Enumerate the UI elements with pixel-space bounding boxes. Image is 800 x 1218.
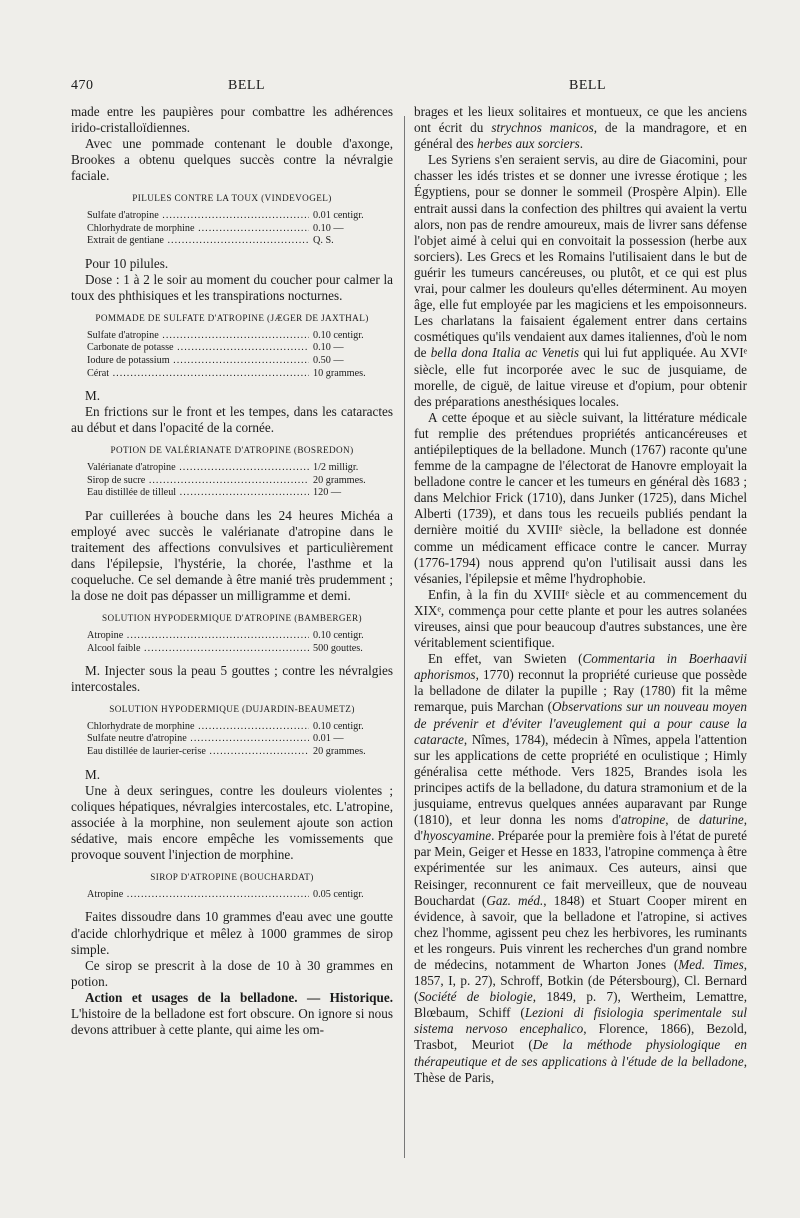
ingredient: Carbonate de potasse .....	[87, 342, 309, 355]
text: , 1849, p. 7), Wertheim, Lemattre, Blœbaum, Schiff (	[414, 989, 747, 1021]
recipe-row	[71, 462, 393, 475]
recipe-row	[71, 630, 393, 643]
quantity: 120 —	[313, 487, 342, 499]
quantity: 0.01 centigr.	[313, 210, 364, 222]
paragraph	[414, 104, 747, 152]
right-running-title: BELL	[569, 78, 606, 93]
text: .	[579, 136, 584, 152]
running-header	[0, 78, 800, 102]
recipe-title: POMMADE DE SULFATE D'ATROPINE (JÆGER DE JAXTHAL)	[95, 313, 369, 324]
quantity: 20 grammes.	[313, 746, 366, 758]
quantity: Q. S.	[313, 235, 334, 247]
text: , Thèse de Paris,	[414, 1053, 747, 1085]
left-column	[71, 104, 393, 1038]
text: , Nîmes, 1784), médecin à Nîmes, appela l'attention sur les applications de cette propriété en oculistique ; Himly généralisa cette méthode. Vers 1825, Brandes isola les principes actifs de la belladone, du datura stramonium et de la jusquiame, entrevus quelques années auparavant par Runge (1810), et leur donna les noms d'	[414, 731, 747, 828]
recipe-row	[71, 342, 393, 355]
quantity: 10 grammes.	[313, 367, 366, 379]
ingredient: Iodure de potassium .....	[87, 355, 309, 368]
recipe-block	[71, 703, 393, 758]
paragraph: Ce sirop se prescrit à la dose de 10 à 30 grammes en potion.	[71, 957, 393, 989]
italic-text: bella dona Italia ac Venetis	[430, 345, 580, 361]
recipe-row	[71, 330, 393, 343]
paragraph: Par cuillerées à bouche dans les 24 heures Michéa a employé avec succès le valérianate d'atropine dans le traitement des affections convulsives et particulièrement dans l'épilepsie, l'hystérie, la chorée, l'asthme et la coqueluche. Ce sel demande à être manié très prudemment ; la dose ne doit pas dépasser un milligramme et demi.	[71, 507, 393, 604]
ingredient: Chlorhydrate de morphine .....	[87, 721, 309, 734]
recipe-block	[71, 871, 393, 901]
quantity: 0.10 centigr.	[313, 329, 364, 341]
quantity: 1/2 milligr.	[313, 461, 359, 473]
quantity: 0.01 —	[313, 733, 344, 745]
text: qui lui fut appliquée. Au XVIᵉ siècle, elle fut incorporée avec le suc de jusquiame, de morelle, de ciguë, de laitue vireuse et d'opium, pour obtenir des préparations anesthésiques locales.	[414, 345, 747, 409]
italic-text: herbes aux sorciers	[476, 136, 580, 152]
quantity: 0.10 —	[313, 342, 344, 354]
recipe-row	[71, 733, 393, 746]
paragraph: Une à deux seringues, contre les douleurs violentes ; coliques hépatiques, névralgies intercostales, etc. L'atropine, associée à la morphine, non seulement ajoute son action sédative, mais encore empêche les vomissements que provoque souvent l'injection de morphine.	[71, 782, 393, 863]
recipe-block	[71, 312, 393, 380]
paragraph: M.	[85, 766, 101, 782]
paragraph: made entre les paupières pour combattre les adhérences irido-cristalloïdiennes.	[71, 104, 393, 136]
paragraph: Avec une pommade contenant le double d'axonge, Brookes a obtenu quelques succès contre la névralgie faciale.	[71, 136, 393, 184]
column-divider	[404, 116, 405, 1158]
ingredient: Alcool faible .....	[87, 643, 309, 656]
section-heading: Action et usages de la belladone. — Historique.	[85, 989, 393, 1005]
italic-text: Lezioni di fisiologia sperimentale sul sistema nervoso encephalico	[414, 1005, 747, 1037]
recipe-row	[71, 235, 393, 248]
ingredient: Eau distillée de tilleul .....	[87, 487, 309, 500]
italic-text: strychnos manicos	[491, 120, 594, 136]
recipe-row	[71, 721, 393, 734]
text: Les Syriens s'en seraient servis, au dire de Giacomini, pour chasser les idés tristes et se donner une ivresse érotique ; les Égyptiens, pour se donner le sommeil (Prospère Alpin). Elle entrait aussi dans la confection des philtres qui avaient la vertu alors, non pas de rendre amoureux, mais de livrer sans défense l'objet aimé à celui qui en convoitait la possession (herbe aux sorciers). Les Grecs et les Romains l'utilisaient dans le but de guérir les tumeurs cancéreuses, ou plutôt, et ce qui est plus vrai, pour calmer les douleurs qu'elles déterminent. Au moyen âge, elle fut employée par les magiciens et les empoisonneurs. Les charlatans la faisaient également entrer dans certains cosmétiques qu'ils vendaient aux dames italiennes, d'où le nom de	[414, 152, 747, 361]
ingredient: Chlorhydrate de morphine .....	[87, 223, 309, 236]
paragraph	[414, 651, 747, 1086]
paragraph: M. Injecter sous la peau 5 gouttes ; contre les névralgies intercostales.	[71, 663, 393, 695]
quantity: 0.10 centigr.	[313, 720, 364, 732]
recipe-title: SOLUTION HYPODERMIQUE (DUJARDIN-BEAUMETZ)	[109, 704, 355, 715]
section-heading-paragraph	[71, 990, 393, 1038]
page-number: 470	[71, 78, 94, 93]
italic-text: Commentaria in Boerhaavii aphorismos	[414, 651, 748, 683]
quantity: 0.10 —	[313, 222, 344, 234]
recipe-block	[71, 444, 393, 499]
recipe-row	[71, 475, 393, 488]
recipe-row	[71, 643, 393, 656]
quantity: 20 grammes.	[313, 474, 366, 486]
ingredient: Extrait de gentiane .....	[87, 235, 309, 248]
recipe-row	[71, 355, 393, 368]
paragraph: Dose : 1 à 2 le soir au moment du coucher pour calmer la toux des phthisiques et les transpirations nocturnes.	[71, 271, 393, 304]
recipe-title: PILULES CONTRE LA TOUX (VINDEVOGEL)	[132, 193, 332, 204]
text: , de la mandragore, et en général des	[414, 120, 747, 152]
text: . Préparée pour la première fois à l'état de pureté par Mein, Geiger et Hesse en 1833, l'atropine commença à être expérimentée sur les animaux. Ces auteurs, ainsi que Reisinger, reconnurent ce fait merveilleux, que de nouveau Bouchardat (	[414, 828, 747, 908]
paragraph: M.	[85, 388, 101, 404]
text: , d'	[414, 812, 747, 844]
ingredient: Eau distillée de laurier-cerise .....	[87, 746, 309, 759]
text: , 1848) et Stuart Cooper mirent en évidence, à savoir, que la belladone et l'atropine, si actives chez l'homme, agissent peu chez les herbivores, les ruminants et les rongeurs. Puis vinrent les recherches d'un grand nombre de médecins, notamment de Wharton Jones (	[414, 892, 747, 972]
ingredient: Sulfate neutre d'atropine .....	[87, 733, 309, 746]
paragraph: Pour 10 pilules.	[85, 255, 169, 271]
recipe-title: SOLUTION HYPODERMIQUE D'ATROPINE (BAMBERGER)	[102, 613, 362, 624]
text: brages et les lieux solitaires et montueux, ce que les anciens ont écrit du	[414, 104, 747, 136]
quantity: 0.50 —	[313, 354, 344, 366]
ingredient: Atropine .....	[87, 889, 309, 902]
text: En effet, van Swieten (	[428, 651, 583, 667]
recipe-row	[71, 889, 393, 902]
ingredient: Cérat .....	[87, 368, 309, 381]
italic-text: De la méthode physiologique en thérapeutique et de ses applications à l'étude de la belladone	[414, 1037, 747, 1069]
paragraph: Faites dissoudre dans 10 grammes d'eau avec une goutte d'acide chlorhydrique et mêlez à 1000 grammes de sirop simple.	[71, 909, 393, 957]
text: , de	[665, 812, 699, 828]
recipe-title: SIROP D'ATROPINE (BOUCHARDAT)	[150, 872, 314, 883]
italic-text: Observations sur un nouveau moyen de prévenir et d'éviter l'aveuglement qui a pour cause la cataracte	[414, 699, 747, 747]
ingredient: Sulfate d'atropine .....	[87, 330, 309, 343]
ingredient: Sirop de sucre .....	[87, 475, 309, 488]
paragraph: En frictions sur le front et les tempes, dans les cataractes au début et dans l'opacité de la cornée.	[71, 404, 393, 436]
italic-text: daturine	[699, 812, 744, 828]
italic-text: Société de biologie	[418, 989, 533, 1005]
text: , Florence, 1866), Bezold, Trasbot, Meuriot (	[414, 1021, 747, 1053]
recipe-block	[71, 612, 393, 655]
ingredient: Sulfate d'atropine .....	[87, 210, 309, 223]
recipe-row	[71, 210, 393, 223]
ingredient: Atropine .....	[87, 630, 309, 643]
quantity: 0.10 centigr.	[313, 629, 364, 641]
recipe-block	[71, 192, 393, 247]
ingredient: Valérianate d'atropine .....	[87, 462, 309, 475]
recipe-title: POTION DE VALÉRIANATE D'ATROPINE (BOSREDON)	[110, 445, 354, 456]
left-running-title: BELL	[228, 78, 265, 93]
recipe-row	[71, 487, 393, 500]
right-column	[414, 104, 747, 1086]
recipe-row	[71, 746, 393, 759]
recipe-row	[71, 368, 393, 381]
paragraph: Enfin, à la fin du XVIIIᵉ siècle et au commencement du XIXᵉ, commença pour cette plante et pour les autres solanées vireuses, ainsi que pour beaucoup d'autres substances, une ère véritablement scientifique.	[414, 586, 747, 651]
quantity: 500 gouttes.	[313, 642, 363, 654]
italic-text: Med. Times	[678, 956, 744, 972]
italic-text: hyoscyamine	[422, 828, 492, 844]
paragraph: A cette époque et au siècle suivant, la littérature médicale fut remplie des prétendues propriétés anticancéreuses et antiépileptiques de la belladone. Munch (1767) raconte qu'une femme de la campagne de l'électorat de Hanovre employait la belladone contre le cancer et les tumeurs en général dès 1683 ; dans Melchior Frick (1710), dans Junker (1725), dans Michel Alberti (1739), et dans tous les recueils publiés pendant la dernière moitié du XVIIIᵉ siècle, la belladone est donnée comme un médicament efficace contre le cancer. Murray (1776-1794) nous apprend qu'on l'utilisait aussi dans les vésanies, l'épilepsie et même l'hydrophobie.	[414, 409, 747, 586]
text: , 1857, I, p. 27), Schroff, Botkin (de Pétersbourg), Cl. Bernard (	[414, 956, 747, 1005]
paragraph	[414, 152, 747, 410]
recipe-row	[71, 223, 393, 236]
quantity: 0.05 centigr.	[313, 888, 364, 900]
text: , 1770) reconnut la propriété curieuse que possède la belladone de dilater la pupille ; Ray (1780) fit la même remarque, puis Marchan (	[414, 667, 747, 715]
paragraph-text: L'histoire de la belladone est fort obscure. On ignore si nous devons attribuer à cette plante, qui aime les om-	[71, 1005, 393, 1038]
italic-text: Gaz. méd.	[486, 892, 544, 908]
italic-text: atropine	[621, 812, 666, 828]
